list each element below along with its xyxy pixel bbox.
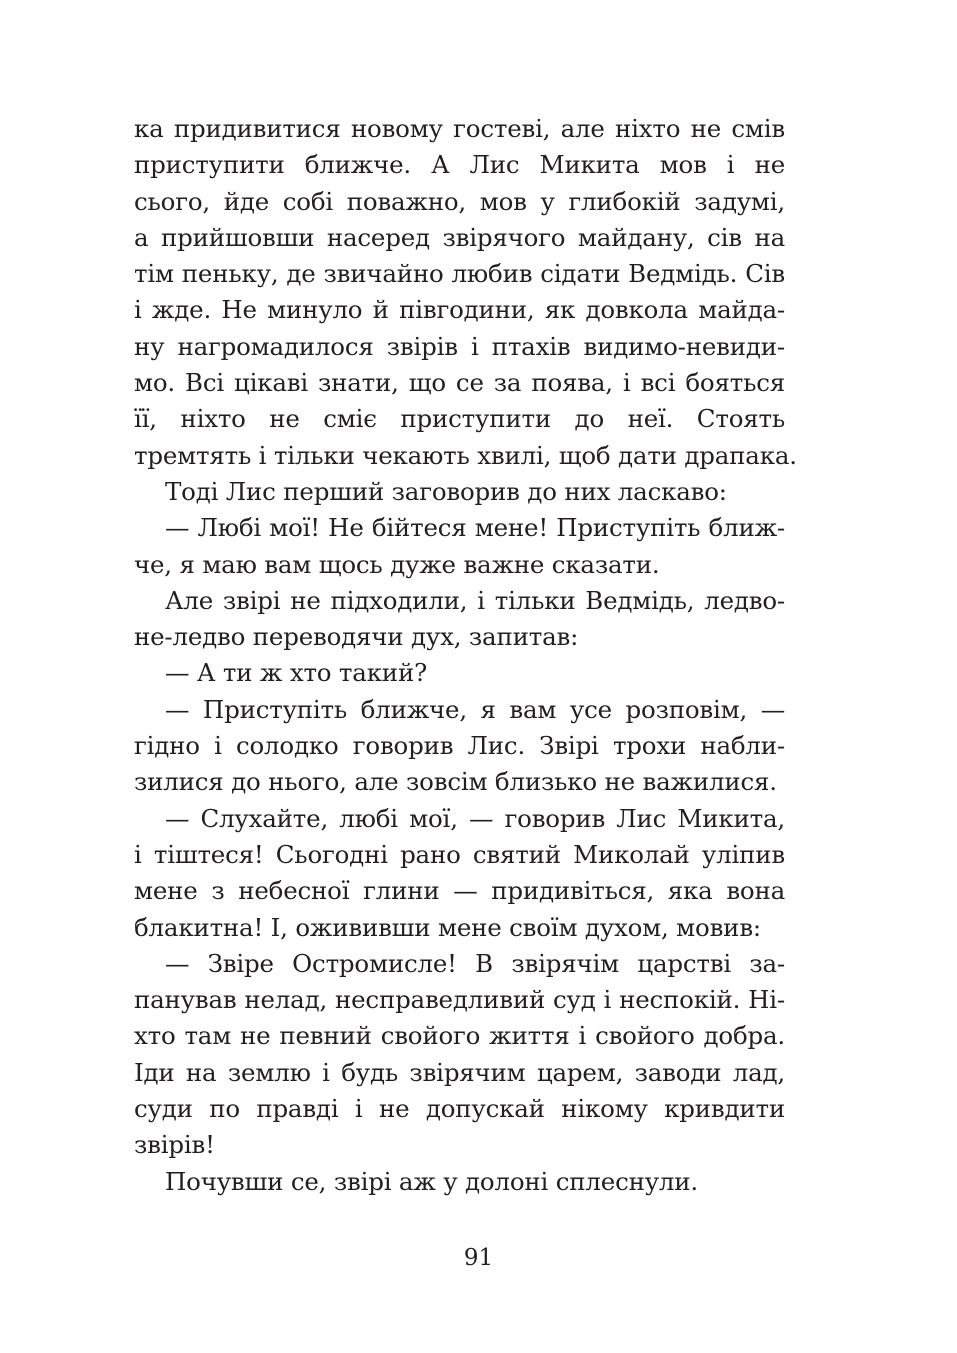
text-line-8: мо. Всі цікаві знати, що се за поява, і всі бояться <box>134 368 785 398</box>
page-number: 91 <box>463 1245 494 1271</box>
text-line-23: блакитна! І, ожививши мене своїм духом, мовив: <box>134 912 761 942</box>
text-line-28: суди по правді і не допускай нікому кривдити <box>134 1094 785 1124</box>
text-line-16: — А ти ж хто такий? <box>165 658 428 688</box>
text-line-15: не-ледво переводячи дух, запитав: <box>134 622 579 652</box>
text-line-14: Але звірі не підходили, і тільки Ведмідь, ледво- <box>165 585 785 615</box>
text-line-17: — Приступіть ближче, я вам усе розповім, — <box>165 694 785 724</box>
text-line-21: і тіштеся! Сьогодні рано святий Миколай уліпив <box>134 839 785 869</box>
text-line-27: Іди на землю і будь звірячим царем, заводи лад, <box>134 1057 785 1087</box>
text-line-3: сього, йде собі поважно, мов у глибокій задумі, <box>134 186 785 216</box>
body-text <box>134 111 797 1200</box>
text-line-26: хто там не певний свойого життя і свойого добра. <box>134 1021 785 1051</box>
text-line-25: панував нелад, несправедливий суд і неспокій. Ні- <box>134 985 785 1015</box>
text-line-19: зилися до нього, але зовсім близько не важилися. <box>134 767 777 797</box>
text-line-18: гідно і солодко говорив Лис. Звірі трохи набли- <box>134 731 785 761</box>
text-line-7: ну нагромадилося звірів і птахів видимо-невиди- <box>134 331 785 361</box>
text-line-9: її, ніхто не сміє приступити до неї. Стоять <box>134 404 785 434</box>
text-line-30: Почувши се, звірі аж у долоні сплеснули. <box>165 1166 699 1196</box>
text-line-13: че, я маю вам щось дуже важне сказати. <box>134 549 660 579</box>
text-line-6: і жде. Не минуло й півгодини, як довкола майда- <box>134 295 785 325</box>
text-line-1: ка придивитися новому гостеві, але ніхто не смів <box>134 114 785 143</box>
text-line-4: а прийшовши насеред звірячого майдану, сів на <box>134 222 785 252</box>
text-line-5: тім пеньку, де звичайно любив сідати Ведмідь. Сів <box>134 259 785 289</box>
text-line-12: — Любі мої! Не бійтеся мене! Приступіть ближ- <box>165 513 785 543</box>
text-line-24: — Звіре Остромисле! В звірячім царстві за- <box>165 948 785 978</box>
text-line-20: — Слухайте, любі мої, — говорив Лис Микита, <box>165 803 785 833</box>
text-line-11: Тоді Лис перший заговорив до них ласкаво: <box>165 476 727 506</box>
text-line-29: звірів! <box>134 1130 215 1160</box>
text-line-10: тремтять і тільки чекають хвилі, щоб дати драпака. <box>134 440 797 470</box>
text-line-22: мене з небесної глини — придивіться, яка вона <box>134 876 785 906</box>
text-line-2: приступити ближче. А Лис Микита мов і не <box>134 150 785 180</box>
